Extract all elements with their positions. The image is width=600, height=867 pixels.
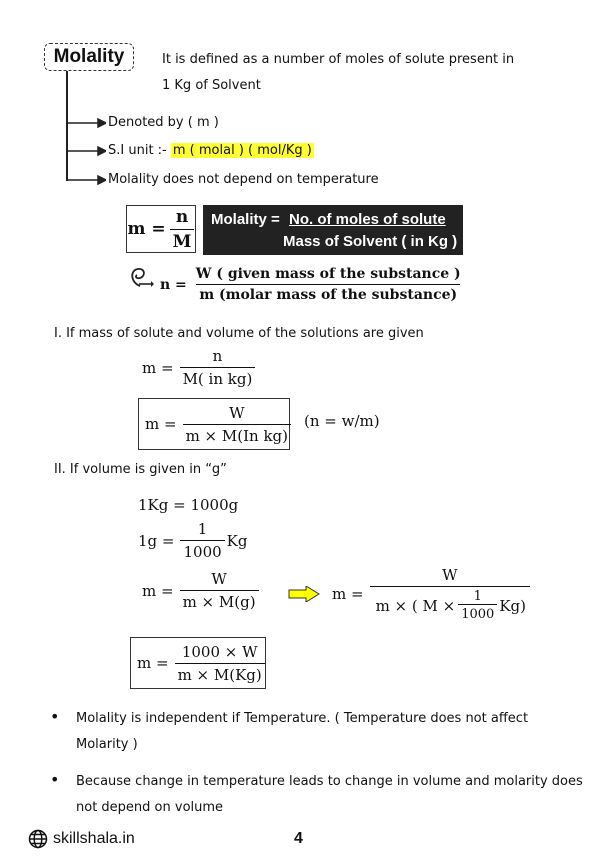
definition-line-2: 1 Kg of Solvent (162, 78, 261, 93)
case2-eq4-den-post: Kg) (499, 596, 526, 615)
dark-den: Mass of Solvent ( in Kg ) (283, 233, 458, 250)
page-title: Molality (44, 43, 134, 71)
tree-arrows (66, 115, 106, 187)
case2-eq3-lhs: m = (142, 581, 174, 600)
dark-num: No. of moles of solute (289, 211, 446, 228)
case2-eq4-fraction (370, 566, 530, 622)
molality-definition-dark-box (203, 205, 463, 255)
globe-icon (28, 829, 48, 849)
case1-eq1-lhs: m = (142, 358, 174, 377)
formula2-num: W ( given mass of the substance ) (195, 266, 461, 282)
case2-eq4-den (370, 586, 530, 622)
footer-site-link[interactable]: skillshala.in (53, 830, 135, 847)
case2-eq4 (332, 566, 530, 622)
formula2-den: m (molar mass of the substance) (196, 284, 460, 303)
case2-eq5-num: 1000 × W (181, 642, 258, 661)
case2-eq2 (138, 520, 247, 561)
case2-eq4-inner-num: 1 (473, 589, 482, 604)
formula1-lhs: m = (127, 219, 166, 239)
point-temperature: Molality does not depend on temperature (108, 172, 379, 187)
case1-eq2-box (138, 398, 290, 450)
case2-eq2-unit: Kg (226, 531, 248, 550)
case2-eq2-num: 1 (197, 520, 208, 538)
case2-eq4-lhs: m = (332, 585, 364, 603)
point-si-unit (108, 143, 314, 158)
bullet-2-line-2: not depend on volume (76, 800, 224, 815)
case2-eq3-fraction (180, 570, 259, 611)
case1-eq1-den: M( in kg) (180, 367, 256, 388)
implies-arrow-icon (288, 586, 320, 602)
case2-heading: II. If volume is given in “g” (54, 462, 227, 477)
case2-eq2-den: 1000 (180, 540, 224, 561)
case1-heading: I. If mass of solute and volume of the solutions are given (54, 326, 424, 341)
bullet-1-marker: • (50, 707, 60, 726)
case1-eq2-den: m × M(In kg) (183, 424, 291, 445)
formula1-fraction (170, 207, 195, 252)
si-unit-label: S.I unit :- (108, 143, 167, 158)
case2-eq5-fraction (175, 643, 265, 684)
case2-eq4-inner-den: 1000 (458, 604, 497, 622)
case1-eq2-lhs: m = (145, 415, 177, 433)
hook-arrow-icon (126, 264, 154, 292)
case2-eq5-lhs: m = (137, 654, 169, 672)
bullet-2-marker: • (50, 770, 60, 789)
case2-eq4-inner-fraction (458, 589, 497, 622)
case2-eq2-fraction (180, 520, 224, 561)
bullet-1-line-1: Molality is independent if Temperature. ( Temperature does not affect (76, 711, 529, 726)
case1-eq2-fraction (183, 404, 291, 445)
formula1-num: n (175, 206, 189, 227)
case1-eq1-num: n (212, 347, 223, 365)
formula2-lhs: n = (160, 276, 187, 293)
molality-formula-box (126, 205, 196, 253)
definition-line-1: It is defined as a number of moles of solute present in (162, 52, 515, 67)
case2-eq4-num: W (442, 566, 458, 584)
case1-note: (n = w/m) (304, 412, 380, 430)
case1-eq1-fraction (180, 347, 256, 388)
case2-eq1: 1Kg = 1000g (138, 496, 239, 514)
case2-eq4-den-pre: m × ( M × (375, 596, 456, 615)
case2-eq3 (142, 570, 259, 611)
formula2-fraction (193, 266, 464, 303)
case2-eq2-lhs: 1g = (138, 531, 175, 550)
formula1-den: M (170, 229, 195, 252)
case1-eq2-num: W (229, 403, 245, 422)
dark-label: Molality = (211, 211, 280, 228)
case1-eq1 (142, 347, 255, 388)
bullet-2-line-1: Because change in temperature leads to change in volume and molarity does (76, 774, 583, 789)
formula2 (160, 266, 464, 303)
case2-eq5-box (130, 637, 266, 689)
bullet-1-line-2: Molarity ) (76, 737, 138, 752)
case2-eq3-den: m × M(g) (180, 590, 259, 611)
case2-eq3-num: W (211, 570, 227, 588)
point-denoted: Denoted by ( m ) (108, 115, 219, 130)
case2-eq5-den: m × M(Kg) (175, 663, 265, 684)
page-number: 4 (294, 830, 303, 847)
si-unit-value: m ( molal ) ( mol/Kg ) (172, 143, 312, 158)
